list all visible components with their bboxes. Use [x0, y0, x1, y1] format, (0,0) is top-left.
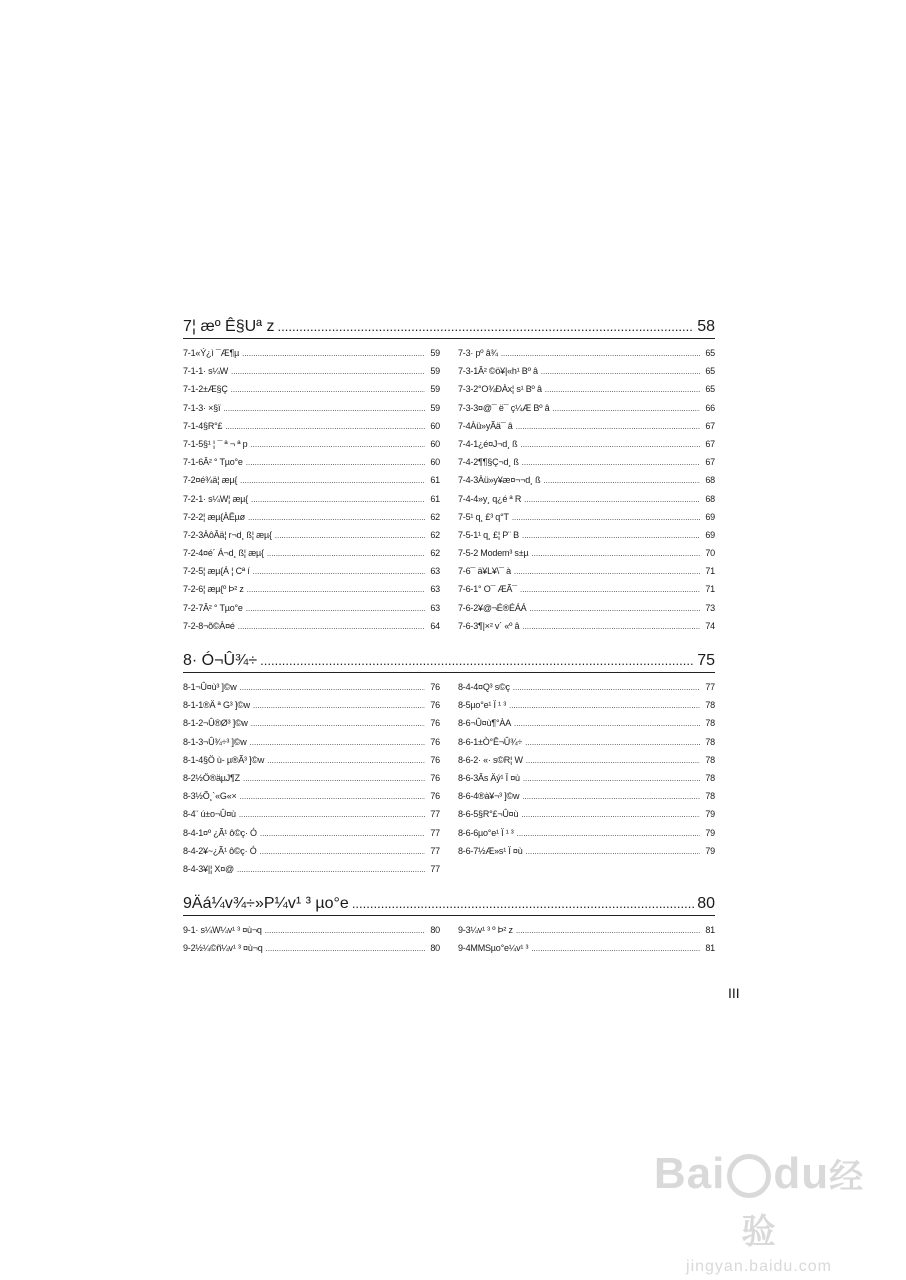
- toc-entry[interactable]: [183, 860, 440, 878]
- dot-leader: [541, 362, 700, 381]
- dot-leader: [501, 344, 700, 363]
- toc-entry-label: 7-3-2°O¾ÐÀx¦ s¹ Bº â: [458, 384, 542, 395]
- dot-leader: [231, 362, 425, 381]
- toc-entry[interactable]: [458, 769, 715, 787]
- toc-entry-label: 7-6-1° O¯ ÆÃ¯: [458, 584, 517, 595]
- dot-leader: [243, 769, 425, 788]
- dot-leader: [225, 417, 425, 436]
- toc-entry-page: 65: [705, 384, 715, 395]
- dot-leader: [512, 508, 700, 527]
- dot-leader: [523, 769, 700, 788]
- dot-leader: [238, 617, 425, 636]
- toc-entry-page: 81: [705, 943, 715, 954]
- dot-leader: [543, 471, 700, 490]
- toc-entry-page: 78: [705, 791, 715, 802]
- toc-entry-page: 81: [705, 925, 715, 935]
- toc-entry[interactable]: [458, 344, 715, 362]
- dot-leader: [265, 921, 425, 940]
- toc-entry-page: 77: [430, 827, 440, 838]
- toc-entry[interactable]: [183, 805, 440, 823]
- toc-entry-label: 7-2¤é¾ä¦ æµ{: [183, 475, 238, 486]
- dot-leader: [552, 399, 700, 418]
- toc-entry[interactable]: [458, 939, 715, 957]
- toc-entry-page: 77: [430, 809, 440, 820]
- toc-entry-label: 9-4MMSµo°e¼v¹ ³: [458, 943, 529, 954]
- chapter-heading[interactable]: [183, 650, 715, 673]
- toc-entry[interactable]: [458, 417, 715, 435]
- toc-entry-page: 76: [430, 791, 440, 802]
- toc-entry-page: 76: [430, 682, 440, 692]
- toc-entry-page: 78: [705, 736, 715, 747]
- toc-entry[interactable]: [458, 824, 715, 842]
- toc-entry[interactable]: [183, 842, 440, 860]
- dot-leader: [266, 939, 425, 958]
- toc-entry-page: 73: [705, 602, 715, 613]
- toc-entry[interactable]: [183, 526, 440, 544]
- dot-leader: [531, 939, 700, 958]
- toc-entry[interactable]: [183, 362, 440, 380]
- dot-leader: [251, 490, 425, 509]
- toc-entry[interactable]: [183, 580, 440, 598]
- toc-entry-page: 77: [705, 682, 715, 692]
- toc-entry[interactable]: [458, 751, 715, 769]
- toc-entry-page: 68: [705, 493, 715, 504]
- dot-leader: [352, 893, 694, 915]
- toc-entry[interactable]: [458, 526, 715, 544]
- toc-entry-label: 7-2-8¬õ©À¤é: [183, 620, 235, 631]
- toc-entry-label: 8-6¬Û¤ù¶°ÀA: [458, 718, 512, 729]
- toc-entry-page: 79: [705, 845, 715, 856]
- dot-leader: [253, 696, 425, 715]
- toc-entry-label: 9-3¼v¹ ³ º Þ² z: [458, 925, 513, 935]
- dot-leader: [240, 787, 425, 806]
- toc-entry[interactable]: [458, 921, 715, 939]
- dot-leader: [246, 453, 425, 472]
- toc-entry-page: 59: [430, 402, 440, 413]
- toc-entry[interactable]: [458, 399, 715, 417]
- toc-entry[interactable]: [183, 490, 440, 508]
- toc-entry-page: 69: [705, 529, 715, 540]
- toc-entry-page: 64: [430, 620, 440, 631]
- toc-entry-page: 61: [430, 475, 440, 486]
- toc-entry[interactable]: [183, 344, 440, 362]
- toc-entry-label: 8-5µo°e¹ Ï ¹ ³: [458, 700, 506, 711]
- toc-entry[interactable]: [183, 939, 440, 957]
- toc-entry-label: 7-4-4»y¸ q¿é ª R: [458, 493, 522, 504]
- dot-leader: [509, 696, 700, 715]
- toc-entry-page: 79: [705, 809, 715, 820]
- toc-entry-page: 63: [430, 566, 440, 577]
- chapter-8: [183, 650, 715, 878]
- toc-entry-page: 80: [430, 943, 440, 954]
- watermark-url: jingyan.baidu.com: [686, 1258, 832, 1275]
- toc-entry[interactable]: [183, 471, 440, 489]
- toc-entry-label: 8-4-1¤º ¿Ã¹ ô©ç· Ó: [183, 827, 257, 838]
- watermark-logo-suffix: du: [773, 1149, 830, 1198]
- toc-entry[interactable]: [183, 824, 440, 842]
- dot-leader: [251, 714, 425, 733]
- toc-entry-label: 8-4-2¥~¿Ã¹ ô©ç· Ó: [183, 845, 257, 856]
- toc-entry-page: 65: [705, 366, 715, 377]
- toc-entry-label: 7-4Àü»yÃä¯ â: [458, 420, 513, 431]
- chapter-9: [183, 893, 715, 957]
- dot-leader: [526, 842, 700, 861]
- toc-entry-label: 7-3-3¤@¯ ë¯ ç¼Æ Bº â: [458, 402, 550, 413]
- toc-entry-label: 9-1· s¼W¼v¹ ³ ¤ù¬q: [183, 925, 262, 935]
- dot-leader: [253, 562, 425, 581]
- dot-leader: [514, 562, 700, 581]
- dot-leader: [524, 490, 700, 509]
- toc-entry[interactable]: [183, 921, 440, 939]
- dot-leader: [531, 544, 700, 563]
- watermark-logo-prefix: Bai: [653, 1149, 726, 1198]
- chapter-page: 80: [697, 895, 715, 912]
- toc-entry-page: 62: [430, 548, 440, 559]
- dot-leader: [247, 580, 425, 599]
- toc-entry-label: 8-6-6µo°e¹ Ï ¹ ³: [458, 827, 514, 838]
- toc-entry-label: 7-4-1¿é¤J¬d¸ ß: [458, 438, 518, 449]
- toc-entry-page: 67: [705, 438, 715, 449]
- toc-entry-label: 7-2-1· s¼W¦ æµ{: [183, 493, 249, 504]
- toc-entry-label: 7-5-1¹ q¸ £¦ P¨ B: [458, 529, 519, 540]
- toc-entry[interactable]: [183, 453, 440, 471]
- toc-entry-page: 63: [430, 584, 440, 595]
- toc-entry-label: 7-4-2¶¶§Ç¬d¸ ß: [458, 457, 519, 468]
- toc-entry[interactable]: [458, 617, 715, 635]
- toc-entry-page: 59: [430, 348, 440, 358]
- toc-entry[interactable]: [183, 787, 440, 805]
- toc-entry-label: 8-6-5§R°£¬Û¤ù: [458, 809, 519, 820]
- toc-entry-page: 78: [705, 700, 715, 711]
- dot-leader: [239, 805, 425, 824]
- dot-leader: [250, 435, 425, 454]
- toc-entry-label: 8-3½Õ¸`«G«×: [183, 791, 237, 802]
- toc-entry-label: 8-4¨ ú±o¬Û¤ù: [183, 809, 236, 820]
- dot-leader: [520, 435, 700, 454]
- toc-entry[interactable]: [458, 787, 715, 805]
- toc-entry[interactable]: [458, 696, 715, 714]
- toc-entry-page: 60: [430, 420, 440, 431]
- toc-entry[interactable]: [183, 714, 440, 732]
- watermark-logo: [644, 1148, 874, 1258]
- toc-entry-label: 8-6-2· «· s©R¦ W: [458, 754, 523, 765]
- toc-entry-page: 76: [430, 772, 440, 783]
- toc-entry-page: 77: [430, 863, 440, 874]
- toc-entry[interactable]: [458, 544, 715, 562]
- chapter-heading[interactable]: [183, 893, 715, 916]
- toc-entry-label: 7-4-3Àü»y¥æ¤¬¬d¸ ß: [458, 475, 541, 486]
- toc-entry[interactable]: [183, 417, 440, 435]
- dot-leader: [267, 544, 425, 563]
- dot-leader: [237, 860, 425, 879]
- dot-leader: [522, 617, 700, 636]
- toc-entry[interactable]: [183, 769, 440, 787]
- toc-entry[interactable]: [458, 490, 715, 508]
- toc-entry-page: 71: [705, 566, 715, 577]
- toc-entry-label: 7-1-5§¹ ¦ ¯ ª ¬ ª p: [183, 438, 248, 449]
- dot-leader: [240, 471, 425, 490]
- dot-leader: [516, 921, 700, 940]
- toc-entry-page: 61: [430, 493, 440, 504]
- toc-entry[interactable]: [458, 471, 715, 489]
- toc-entry-label: 7-3-1Â² ©ö¥|«h¹ Bº â: [458, 366, 538, 377]
- toc-entry-label: 7-1«Ý¿ì ¯Æ¶µ: [183, 348, 240, 358]
- toc-entry[interactable]: [458, 453, 715, 471]
- toc-entry-label: 7-5-2 Modem³ s±µ: [458, 548, 529, 559]
- dot-leader: [517, 824, 700, 843]
- toc-entry-page: 63: [430, 602, 440, 613]
- toc-entry-label: 7-2-6¦ æµ{º Þ² z: [183, 584, 244, 595]
- dot-leader: [526, 751, 700, 770]
- toc-entry-page: 78: [705, 754, 715, 765]
- toc-column-left: [183, 678, 440, 878]
- toc-entry[interactable]: [183, 544, 440, 562]
- toc-entry-label: 7-3· pº â¾: [458, 348, 498, 358]
- toc-entry-label: 8-6-3Âs Äý¹ Ï ¤ù: [458, 772, 520, 783]
- toc-entry-page: 62: [430, 529, 440, 540]
- toc-entry-label: 8-1-4§Ö ù- µ®Ã³ ]©w: [183, 754, 265, 765]
- dot-leader: [513, 678, 700, 697]
- toc-entry-page: 78: [705, 718, 715, 729]
- toc-entry-page: 59: [430, 384, 440, 395]
- dot-leader: [242, 344, 425, 363]
- toc-entry-page: 59: [430, 366, 440, 377]
- toc-entry-label: 8-1-3¬Û¾÷³ ]©w: [183, 736, 247, 747]
- toc-entry-page: 60: [430, 438, 440, 449]
- chapter-title: 9Äá¼v¾÷»P¼v¹ ³ µo°e: [183, 895, 349, 912]
- toc-entry-label: 8-6-1±Ò°Ê¬Û¾÷: [458, 736, 523, 747]
- dot-leader: [246, 599, 425, 618]
- toc-entry[interactable]: [458, 562, 715, 580]
- watermark-logo-cn: 经验: [741, 1158, 865, 1251]
- toc-entry-page: 66: [705, 402, 715, 413]
- toc-entry-page: 76: [430, 700, 440, 711]
- toc-entry-page: 60: [430, 457, 440, 468]
- toc-entry-page: 62: [430, 511, 440, 522]
- dot-leader: [521, 805, 700, 824]
- dot-leader: [529, 599, 700, 618]
- toc-entry-label: 7-1-2±Æ§Ç: [183, 384, 228, 395]
- toc-entry-page: 76: [430, 754, 440, 765]
- toc-entry[interactable]: [458, 508, 715, 526]
- dot-leader: [248, 508, 425, 527]
- dot-leader: [520, 580, 700, 599]
- toc-entry[interactable]: [458, 678, 715, 696]
- toc-entry-page: 71: [705, 584, 715, 595]
- toc-entry[interactable]: [183, 733, 440, 751]
- dot-leader: [260, 842, 425, 861]
- toc-entry-label: 7-2-4¤é´ Á¬d¸ ß¦ æµ{: [183, 548, 264, 559]
- chapter-page: 58: [697, 318, 715, 335]
- toc-entry-label: 7-1-3· ×§ï: [183, 402, 221, 413]
- toc-entry[interactable]: [458, 714, 715, 732]
- toc-entry[interactable]: [183, 751, 440, 769]
- toc-column-left: [183, 921, 440, 957]
- toc-entry-label: 7-6¯ ä¥L¥\¯ à: [458, 566, 511, 577]
- toc-entry[interactable]: [183, 435, 440, 453]
- dot-leader: [260, 824, 425, 843]
- toc-entry-label: 7-2-2¦ æµ{ÀËµø: [183, 511, 245, 522]
- toc-entry[interactable]: [458, 733, 715, 751]
- toc-entry-page: 79: [705, 827, 715, 838]
- dot-leader: [514, 714, 700, 733]
- toc-entry-label: 7-5¹ q¸ £³ q°T: [458, 511, 509, 522]
- toc-entry-page: 76: [430, 718, 440, 729]
- toc-entry[interactable]: [183, 380, 440, 398]
- toc-entry-label: 7-6-3¶|×² v´ «º â: [458, 620, 520, 631]
- dot-leader: [223, 399, 425, 418]
- toc-entry[interactable]: [458, 805, 715, 823]
- dot-leader: [525, 733, 700, 752]
- dot-leader: [260, 650, 694, 672]
- dot-leader: [267, 751, 425, 770]
- toc-entry-label: 7-2-7Â² ° Tµo°e: [183, 602, 243, 613]
- toc-entry[interactable]: [458, 435, 715, 453]
- toc-entry-page: 76: [430, 736, 440, 747]
- toc-entry[interactable]: [183, 562, 440, 580]
- toc-entry[interactable]: [458, 380, 715, 398]
- dot-leader: [522, 453, 700, 472]
- toc-entry[interactable]: [183, 508, 440, 526]
- toc-entry-label: 8-4-4¤Q³ s©ç: [458, 682, 510, 692]
- toc-entry-page: 77: [430, 845, 440, 856]
- toc-entry-page: 70: [705, 548, 715, 559]
- toc-entry[interactable]: [458, 580, 715, 598]
- toc-entry-label: 7-2-3ÀôÂä¦ r¬d¸ ß¦ æµ{: [183, 529, 272, 540]
- toc-entry-page: 69: [705, 511, 715, 522]
- toc-entry[interactable]: [458, 362, 715, 380]
- toc-entry-label: 7-1-4§R°£: [183, 420, 223, 431]
- toc-entry-label: 7-2-5¦ æµ{Á ¦ Cª í: [183, 566, 250, 577]
- dot-leader: [545, 380, 700, 399]
- toc-entry-label: 7-1-1· s¼W: [183, 366, 229, 377]
- toc-entry[interactable]: [183, 696, 440, 714]
- toc-entry-label: 7-6-2¥@¬É®ÉÁÁ: [458, 602, 527, 613]
- dot-leader: [250, 733, 425, 752]
- chapter-title: 7¦ æº Ê§Uª z: [183, 318, 275, 335]
- toc-entry-label: 8-1¬Û¤ù³ ]©w: [183, 682, 237, 692]
- dot-leader: [522, 787, 700, 806]
- toc-entry-label: 8-1-2¬Û®Ø³ ]©w: [183, 718, 248, 729]
- toc-entry[interactable]: [183, 617, 440, 635]
- toc-entry-label: 8-6-7½Æ»s¹ Ï ¤ù: [458, 845, 523, 856]
- toc-entry[interactable]: [458, 599, 715, 617]
- toc-entry[interactable]: [183, 399, 440, 417]
- toc-entry-label: 8-6-4®à¥¬³ ]©w: [458, 791, 520, 802]
- chapter-7: [183, 316, 715, 635]
- toc-entry-page: 78: [705, 772, 715, 783]
- toc-entry-page: 80: [430, 925, 440, 935]
- toc-entry-page: 67: [705, 457, 715, 468]
- dot-leader: [231, 380, 425, 399]
- dot-leader: [240, 678, 425, 697]
- dot-leader: [275, 526, 425, 545]
- chapter-title: 8· Ó¬Û¾÷: [183, 652, 258, 669]
- dot-leader: [522, 526, 700, 545]
- toc-column-right: [458, 678, 715, 878]
- dot-leader: [278, 316, 695, 338]
- toc-entry-label: 9-2½¼©ñ¼v¹ ³ ¤ù¬q: [183, 943, 263, 954]
- toc-entry-page: 74: [705, 620, 715, 631]
- toc-entry[interactable]: [183, 678, 440, 696]
- toc-entry-label: 7-1-6Â² ° Tµo°e: [183, 457, 243, 468]
- toc-entry[interactable]: [458, 842, 715, 860]
- toc-entry-page: 68: [705, 475, 715, 486]
- toc-column-right: [458, 921, 715, 957]
- toc-column-right: [458, 344, 715, 635]
- toc-entry-page: 67: [705, 420, 715, 431]
- dot-leader: [516, 417, 700, 436]
- toc-entry-label: 8-2½Ö®äµJ¶Z: [183, 772, 240, 783]
- chapter-heading[interactable]: [183, 316, 715, 339]
- paw-icon: [727, 1154, 771, 1198]
- toc-entry[interactable]: [183, 599, 440, 617]
- toc-entry-label: 8-1-1®Ä ª G³ ]©w: [183, 700, 250, 711]
- toc-entry-label: 8-4-3¥|¦ X¤@: [183, 863, 234, 874]
- folio-page-number: III: [728, 985, 740, 1001]
- watermark: [644, 1148, 874, 1275]
- toc-entry-page: 65: [705, 348, 715, 358]
- chapter-page: 75: [697, 652, 715, 669]
- toc-column-left: [183, 344, 440, 635]
